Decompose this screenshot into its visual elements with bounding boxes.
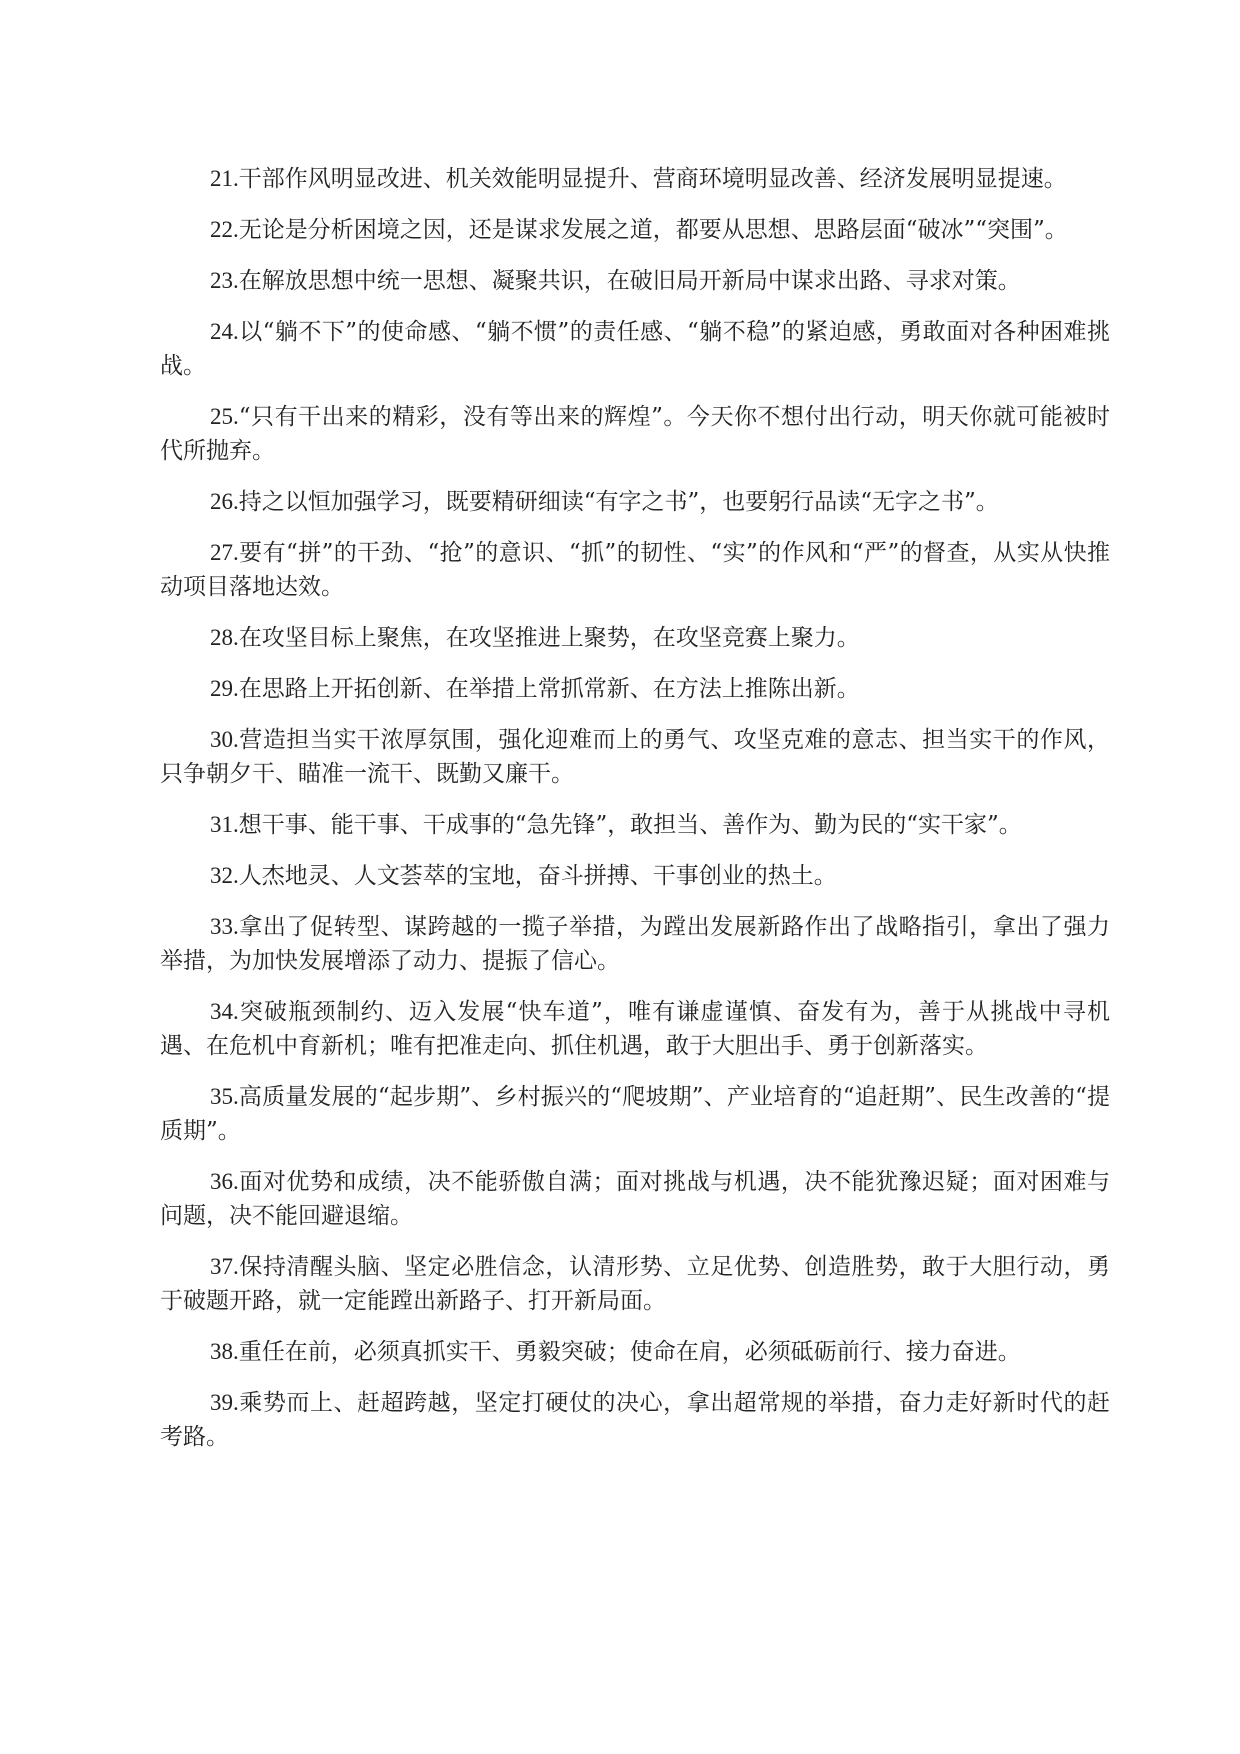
list-item [160, 162, 1110, 196]
item-number: 22. [210, 217, 239, 242]
list-item [160, 213, 1110, 247]
item-number: 36. [210, 1169, 239, 1194]
list-item [160, 1165, 1110, 1233]
item-number: 39. [210, 1390, 239, 1415]
item-text: “只有干出来的精彩，没有等出来的辉煌”。今天你不想付出行动，明天你就可能被时代所抛弃。 [160, 404, 1110, 464]
item-number: 34. [210, 999, 239, 1024]
item-text: 无论是分析困境之因，还是谋求发展之道，都要从思想、思路层面“破冰”“突围”。 [238, 217, 1068, 243]
item-text: 高质量发展的“起步期”、乡村振兴的“爬坡期”、产业培育的“追赶期”、民生改善的“提质期”。 [160, 1084, 1110, 1144]
item-text: 在解放思想中统一思想、凝聚共识，在破旧局开新局中谋求出路、寻求对策。 [238, 268, 1021, 294]
item-text: 想干事、能干事、干成事的“急先锋”，敢担当、善作为、勤为民的“实干家”。 [238, 812, 1022, 838]
item-text: 持之以恒加强学习，既要精研细读“有字之书”，也要躬行品读“无字之书”。 [238, 489, 999, 515]
list-item [160, 485, 1110, 519]
list-item [160, 315, 1110, 383]
list-item [160, 910, 1110, 978]
item-number: 32. [210, 863, 239, 888]
item-number: 30. [210, 727, 239, 752]
item-number: 27. [210, 540, 239, 565]
item-text: 营造担当实干浓厚氛围，强化迎难而上的勇气、攻坚克难的意志、担当实干的作风，只争朝夕干、瞄准一流干、既勤又廉干。 [160, 727, 1110, 787]
item-text: 干部作风明显改进、机关效能明显提升、营商环境明显改善、经济发展明显提速。 [238, 166, 1067, 192]
list-item [160, 400, 1110, 468]
item-number: 26. [210, 489, 239, 514]
item-number: 23. [210, 268, 239, 293]
list-item [160, 1250, 1110, 1318]
item-number: 38. [210, 1339, 239, 1364]
item-number: 29. [210, 676, 239, 701]
item-text: 拿出了促转型、谋跨越的一揽子举措，为蹚出发展新路作出了战略指引，拿出了强力举措，为加快发展增添了动力、提振了信心。 [160, 914, 1110, 974]
item-number: 25. [210, 404, 239, 429]
list-item [160, 264, 1110, 298]
list-item [160, 672, 1110, 706]
item-number: 35. [210, 1084, 239, 1109]
item-text: 在思路上开拓创新、在举措上常抓常新、在方法上推陈出新。 [238, 676, 860, 702]
document-page [160, 162, 1110, 1471]
list-item [160, 621, 1110, 655]
item-text: 面对优势和成绩，决不能骄傲自满；面对挑战与机遇，决不能犹豫迟疑；面对困难与问题，决不能回避退缩。 [160, 1169, 1110, 1229]
list-item [160, 995, 1110, 1063]
item-text: 乘势而上、赶超跨越，坚定打硬仗的决心，拿出超常规的举措，奋力走好新时代的赶考路。 [160, 1390, 1110, 1450]
list-item [160, 1080, 1110, 1148]
item-text: 要有“拼”的干劲、“抢”的意识、“抓”的韧性、“实”的作风和“严”的督查，从实从快推动项目落地达效。 [160, 540, 1110, 600]
item-number: 21. [210, 166, 239, 191]
item-text: 重任在前，必须真抓实干、勇毅突破；使命在肩，必须砥砺前行、接力奋进。 [238, 1339, 1021, 1365]
item-number: 37. [210, 1254, 239, 1279]
item-text: 在攻坚目标上聚焦，在攻坚推进上聚势，在攻坚竞赛上聚力。 [238, 625, 860, 651]
list-item [160, 1335, 1110, 1369]
item-number: 31. [210, 812, 239, 837]
item-number: 33. [210, 914, 239, 939]
item-number: 24. [210, 319, 239, 344]
item-text: 以“躺不下”的使命感、“躺不惯”的责任感、“躺不稳”的紧迫感，勇敢面对各种困难挑战。 [160, 319, 1110, 379]
item-text: 人杰地灵、人文荟萃的宝地，奋斗拼搏、干事创业的热土。 [238, 863, 837, 889]
item-text: 保持清醒头脑、坚定必胜信念，认清形势、立足优势、创造胜势，敢于大胆行动，勇于破题开路，就一定能蹚出新路子、打开新局面。 [160, 1254, 1110, 1314]
list-item [160, 808, 1110, 842]
list-item [160, 723, 1110, 791]
list-item [160, 1386, 1110, 1454]
item-text: 突破瓶颈制约、迈入发展“快车道”，唯有谦虚谨慎、奋发有为，善于从挑战中寻机遇、在危机中育新机；唯有把准走向、抓住机遇，敢于大胆出手、勇于创新落实。 [160, 999, 1110, 1059]
list-item [160, 859, 1110, 893]
item-number: 28. [210, 625, 239, 650]
list-item [160, 536, 1110, 604]
